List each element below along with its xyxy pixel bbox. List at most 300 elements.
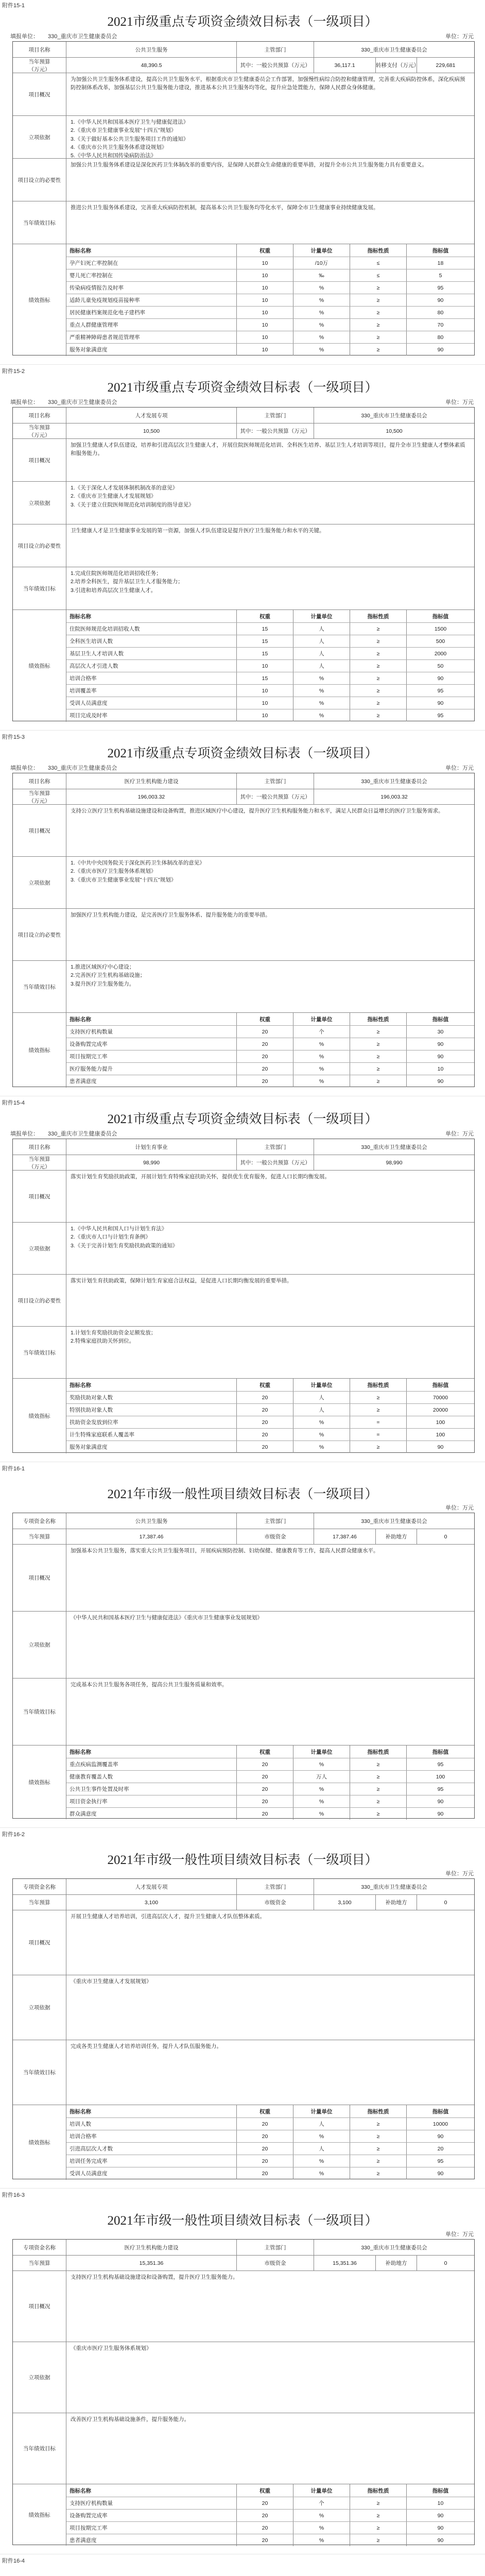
- indicator-block: [13, 2105, 474, 2180]
- row-text: 1.《中华人民共和国人口与计划生育法》 2.《重庆市人口与计划生育条例》 3.《关于完善计划生育奖励扶助政策的通知》: [71, 1226, 178, 1249]
- indicator-cell: 指标性质: [350, 2484, 406, 2497]
- indicator-cell: %: [293, 2155, 350, 2167]
- indicator-cell: 指标名称: [70, 1382, 91, 1388]
- indicator-cell: 指标值: [406, 2105, 474, 2117]
- row-text: 卫生健康人才是卫生健康事业发展的第一资源，加强人才队伍建设是提升医疗卫生服务能力和水平的关键。: [71, 528, 325, 534]
- form-title: 2021年市级一般性项目绩效目标表（一级项目）: [107, 2214, 378, 2228]
- row-text: 支持医疗卫生机构基础设施建设和设备购置，提升医疗卫生服务能力。: [71, 2274, 238, 2280]
- indicator-cell: 指标名称: [70, 2487, 91, 2494]
- attachment-label: 附件15-2: [2, 368, 25, 375]
- indicator-cell: %: [293, 1038, 350, 1050]
- org-line: [10, 764, 126, 772]
- row-cell: 330_重庆市卫生健康委员会: [314, 1513, 474, 1529]
- indicator-cell: ≤: [350, 269, 406, 281]
- table-row: [13, 73, 474, 115]
- row-label: 专项资金名称: [13, 1879, 66, 1894]
- indicator-cell: 20: [236, 1404, 293, 1416]
- indicator-cell: 指标值: [406, 1013, 474, 1025]
- row-label: 项目设立的必要性: [13, 159, 66, 201]
- indicator-header: [66, 1379, 474, 1391]
- indicator-header: [66, 1013, 474, 1025]
- row-label: 立项依据: [13, 1612, 66, 1678]
- row-cell: 人才发展专项: [135, 412, 168, 419]
- indicator-cell: ≥: [350, 2534, 406, 2546]
- org-value: 330_重庆市卫生健康委员会: [48, 1131, 117, 1137]
- org-line: [10, 32, 126, 40]
- indicator-cell: 培训合格率: [70, 675, 97, 682]
- indicator-cell: 计量单位: [293, 610, 350, 622]
- attachment-label: 附件16-2: [2, 1832, 25, 1838]
- row-text: 1.《中共中央国务院关于深化医药卫生体制改革的意见》 2.《重庆市医疗卫生服务体系规划》 3.《重庆市卫生健康事业发展"十四五"规划》: [71, 860, 205, 883]
- indicator-cell: 20: [236, 1783, 293, 1795]
- indicator-cell: 奖励扶助对象人数: [70, 1395, 113, 1401]
- performance-table: [12, 407, 475, 721]
- indicator-row: [66, 1770, 474, 1783]
- indicator-row: [66, 622, 474, 635]
- indicator-header: [66, 2105, 474, 2117]
- indicator-cell: 计量单位: [293, 2484, 350, 2497]
- indicator-cell: 人: [293, 1404, 350, 1416]
- indicator-cell: 人: [293, 660, 350, 672]
- indicator-cell: 计量单位: [293, 2105, 350, 2117]
- indicator-cell: 人: [293, 2143, 350, 2155]
- row-cell: 330_重庆市卫生健康委员会: [314, 42, 474, 57]
- indicator-cell: ≥: [350, 2510, 406, 2521]
- row-cell: 330_重庆市卫生健康委员会: [314, 408, 474, 423]
- indicator-cell: 计量单位: [293, 1013, 350, 1025]
- row-cell: 转移支付（万元）: [375, 58, 417, 73]
- indicator-cell: 20: [236, 1416, 293, 1428]
- indicator-cell: 80: [406, 331, 474, 343]
- org-value: 330_重庆市卫生健康委员会: [48, 399, 117, 405]
- indicator-cell: ‰: [293, 269, 350, 281]
- table-row: [13, 1222, 474, 1274]
- indicator-cell: ≥: [350, 648, 406, 659]
- performance-table: [12, 41, 475, 355]
- indicator-row: [66, 1758, 474, 1770]
- indicator-row: [66, 1783, 474, 1795]
- indicator-cell: ≥: [350, 1404, 406, 1416]
- row-cell: 其中：一般公共预算（万元）: [236, 789, 314, 804]
- row-cell: 医疗卫生机构能力建设: [124, 778, 179, 785]
- indicator-cell: 个: [293, 2497, 350, 2509]
- indicator-cell: %: [293, 1808, 350, 1820]
- indicator-block: [13, 609, 474, 722]
- indicator-cell: ≥: [350, 1783, 406, 1795]
- row-cell: 3,100: [144, 1899, 159, 1906]
- indicator-cell: 指标性质: [350, 1745, 406, 1758]
- org-line: [10, 1129, 126, 1138]
- indicator-cell: ≥: [350, 1441, 406, 1453]
- attachment-label: 附件15-3: [2, 734, 25, 740]
- row-cell: 10,500: [143, 428, 160, 434]
- table-row: [13, 1975, 474, 2040]
- indicator-cell: 孕产妇死亡率控制在: [70, 260, 118, 266]
- indicator-cell: 80: [406, 307, 474, 318]
- indicator-cell: 20: [236, 2143, 293, 2155]
- indicator-cell: %: [293, 685, 350, 697]
- indicator-cell: 90: [406, 1441, 474, 1453]
- indicator-cell: 指标名称: [70, 247, 91, 254]
- table-row: [13, 908, 474, 960]
- indicator-header: [66, 2484, 474, 2497]
- indicator-cell: ≥: [350, 672, 406, 684]
- indicator-cell: 扶助资金发放到位率: [70, 1419, 118, 1426]
- indicator-cell: 人: [293, 1392, 350, 1403]
- row-cell: 主管部门: [236, 408, 314, 423]
- row-label: 当年预算: [13, 2256, 66, 2270]
- form-section: [0, 732, 485, 1095]
- indicator-cell: 婴儿死亡率控制在: [70, 273, 113, 279]
- indicator-cell: ≥: [350, 635, 406, 647]
- row-label: 立项依据: [13, 1223, 66, 1274]
- indicator-cell: 90: [406, 2510, 474, 2521]
- indicator-cell: 权重: [236, 2484, 293, 2497]
- form-section: [0, 1829, 485, 2188]
- row-cell: 主管部门: [236, 2240, 314, 2255]
- indicator-row: [66, 257, 474, 269]
- indicator-row: [66, 318, 474, 331]
- section-divider: [0, 1827, 485, 1828]
- indicator-cell: 20: [236, 1063, 293, 1075]
- row-text: 1.《关于深化人才发展体制机制改革的意见》 2.《重庆市卫生健康人才发展规划》 3.《关于建立住院医师规范化培训制度的指导意见》: [71, 485, 194, 508]
- table-row: [13, 2255, 474, 2270]
- row-text: 改善医疗卫生机构基础设施条件，提升服务能力。: [71, 2416, 189, 2422]
- indicator-cell: 计量单位: [293, 1379, 350, 1391]
- indicator-cell: 权重: [236, 1013, 293, 1025]
- row-label: 项目概况: [13, 439, 66, 481]
- indicator-cell: 10: [236, 294, 293, 306]
- unit-label: 单位：万元: [445, 2231, 474, 2238]
- indicator-cell: 指标值: [406, 244, 474, 257]
- indicator-cell: 20: [236, 1429, 293, 1440]
- indicator-cell: 权重: [236, 2105, 293, 2117]
- indicator-row: [66, 2155, 474, 2167]
- table-row: [13, 1910, 474, 1975]
- indicator-cell: ≥: [350, 1063, 406, 1075]
- indicator-cell: %: [293, 2510, 350, 2521]
- indicator-cell: 10: [236, 282, 293, 294]
- indicator-cell: ≥: [350, 709, 406, 721]
- indicator-cell: 权重: [236, 244, 293, 257]
- attachment-label: 附件16-3: [2, 2192, 25, 2198]
- indicator-cell: 10: [236, 709, 293, 721]
- row-cell: 市级资金: [236, 1895, 314, 1910]
- indicator-cell: 20000: [406, 1404, 474, 1416]
- row-label: 项目名称: [13, 408, 66, 423]
- table-row: [13, 408, 474, 423]
- indicator-cell: 20: [236, 1392, 293, 1403]
- indicator-row: [66, 294, 474, 306]
- indicator-cell: 1500: [406, 623, 474, 635]
- indicator-row: [66, 2534, 474, 2546]
- row-cell: 36,117.1: [314, 58, 375, 73]
- indicator-cell: 培训合格率: [70, 2133, 97, 2140]
- row-cell: 公共卫生服务: [135, 46, 168, 53]
- indicator-cell: ≥: [350, 1392, 406, 1403]
- indicator-cell: 90: [406, 2534, 474, 2546]
- row-cell: 其中：一般公共预算（万元）: [236, 423, 314, 438]
- row-cell: 0: [417, 1895, 474, 1910]
- form-section: [0, 2555, 485, 2576]
- indicator-cell: 30: [406, 1026, 474, 1038]
- indicator-cell: %: [293, 1795, 350, 1807]
- indicator-cell: 指标性质: [350, 1379, 406, 1391]
- indicator-cell: 设备购置完成率: [70, 1041, 108, 1047]
- org-label: 填报单位：: [10, 33, 39, 40]
- row-cell: 10,500: [314, 423, 474, 438]
- indicator-cell: 计量单位: [293, 1745, 350, 1758]
- row-text: 加强基本公共卫生服务，落实重大公共卫生服务项目，开展疾病预防控制、妇幼保健、健康教育等工作，提高人民群众健康水平。: [71, 1548, 379, 1554]
- row-cell: 补助地方: [375, 1895, 417, 1910]
- indicator-cell: ≥: [350, 1038, 406, 1050]
- indicator-cell: %: [293, 282, 350, 294]
- org-label: 填报单位：: [10, 1131, 39, 1137]
- row-label: 立项依据: [13, 2342, 66, 2413]
- indicator-cell: 20: [236, 2167, 293, 2179]
- unit-label: 单位：万元: [445, 33, 474, 40]
- row-text: 1.《中华人民共和国基本医疗卫生与健康促进法》 2.《重庆市卫生健康事业发展"十四五"规划》 3.《关于做好基本公共卫生服务项目工作的通知》 4.《重庆市公共卫生服务体系建设规划》 5.《中华人民共和国传染病防治法》: [71, 119, 189, 158]
- row-cell: 15,351.36: [139, 2260, 164, 2266]
- indicator-cell: 20: [236, 2118, 293, 2130]
- indicator-row: [66, 343, 474, 355]
- indicator-cell: 20: [236, 1050, 293, 1062]
- indicator-cell: ≥: [350, 307, 406, 318]
- table-row: [13, 960, 474, 1012]
- indicator-cell: 培训覆盖率: [70, 688, 97, 694]
- row-label: 立项依据: [13, 857, 66, 908]
- row-text: 完成各类卫生健康人才培养培训任务，提升人才队伍服务能力。: [71, 2043, 222, 2049]
- indicator-cell: %: [293, 1441, 350, 1453]
- indicator-cell: %: [293, 1063, 350, 1075]
- row-cell: 公共卫生服务: [135, 1518, 168, 1524]
- row-label: 项目设立的必要性: [13, 1275, 66, 1326]
- indicator-cell: ≥: [350, 294, 406, 306]
- row-label: 当年绩效目标: [13, 2413, 66, 2484]
- row-cell: 人才发展专项: [135, 1884, 168, 1890]
- table-row: [13, 1678, 474, 1745]
- indicator-block: [13, 1745, 474, 1819]
- indicator-cell: 项目完成及时率: [70, 713, 108, 719]
- indicator-cell: 10: [236, 685, 293, 697]
- indicator-cell: %: [293, 1050, 350, 1062]
- indicator-row: [66, 672, 474, 684]
- indicator-row: [66, 709, 474, 721]
- indicator-cell: 服务对象满意度: [70, 347, 108, 353]
- row-label: 项目概况: [13, 1910, 66, 1975]
- indicator-cell: 95: [406, 1783, 474, 1795]
- table-row: [13, 115, 474, 158]
- table-row: [13, 1170, 474, 1222]
- indicator-cell: 20: [236, 2510, 293, 2521]
- form-section: [0, 366, 485, 730]
- row-text: 加强卫生健康人才队伍建设，培养和引进高层次卫生健康人才，开展住院医师规范化培训、全科医生培养、基层卫生人才培训等项目，提升全市卫生健康人才整体素质和服务能力。: [71, 442, 465, 457]
- row-cell: 48,390.5: [141, 62, 162, 69]
- indicator-row: [66, 1391, 474, 1403]
- indicator-cell: %: [293, 2522, 350, 2534]
- indicator-cell: %: [293, 709, 350, 721]
- table-row: [13, 481, 474, 524]
- row-cell: 市级资金: [236, 2256, 314, 2270]
- indicator-cell: 20: [236, 2522, 293, 2534]
- indicator-header: [66, 244, 474, 257]
- row-text: 《中华人民共和国基本医疗卫生与健康促进法》《重庆市卫生健康事业发展规划》: [71, 1615, 263, 1621]
- indicator-row: [66, 1807, 474, 1820]
- form-section: [0, 0, 485, 364]
- indicator-cell: %: [293, 1758, 350, 1770]
- row-cell: 计划生育事业: [135, 1144, 168, 1150]
- indicator-cell: 10: [236, 697, 293, 709]
- indicator-cell: 90: [406, 1038, 474, 1050]
- indicator-cell: 90: [406, 1795, 474, 1807]
- unit-label: 单位：万元: [445, 765, 474, 771]
- table-row: [13, 2413, 474, 2484]
- form-title: 2021年市级一般性项目绩效目标表（一级项目）: [107, 1853, 378, 1867]
- row-label: 项目概况: [13, 1545, 66, 1611]
- row-label: 当年预算: [13, 1895, 66, 1910]
- row-cell: 330_重庆市卫生健康委员会: [314, 1879, 474, 1894]
- table-row: [13, 1529, 474, 1544]
- indicator-cell: %: [293, 307, 350, 318]
- row-label: 当年绩效目标: [13, 567, 66, 609]
- table-row: [13, 1513, 474, 1529]
- row-text: 《重庆市医疗卫生服务体系规划》: [71, 2345, 152, 2351]
- indicator-row: [66, 1025, 474, 1038]
- indicator-header: [66, 610, 474, 622]
- indicator-cell: 90: [406, 2167, 474, 2179]
- indicator-row: [66, 659, 474, 672]
- indicator-cell: 个: [293, 1026, 350, 1038]
- row-label: 项目概况: [13, 2271, 66, 2342]
- indicator-row: [66, 684, 474, 697]
- row-text: 加强医疗卫生机构能力建设，是完善医疗卫生服务体系、提升服务能力的重要举措。: [71, 912, 271, 918]
- row-label: 项目设立的必要性: [13, 909, 66, 960]
- indicator-cell: 指标值: [406, 1745, 474, 1758]
- indicator-row: [66, 1416, 474, 1428]
- indicator-cell: ≤: [350, 257, 406, 269]
- indicator-cell: 15: [236, 635, 293, 647]
- row-cell: 主管部门: [236, 42, 314, 57]
- row-label: 项目概况: [13, 1171, 66, 1222]
- indicator-cell: 95: [406, 685, 474, 697]
- indicator-cell: ≥: [350, 2497, 406, 2509]
- indicator-cell: 支持医疗机构数量: [70, 1029, 113, 1035]
- indicator-row: [66, 1440, 474, 1453]
- indicator-cell: 70000: [406, 1392, 474, 1403]
- indicator-cell: 高层次人才引进人数: [70, 663, 118, 669]
- indicator-row: [66, 2130, 474, 2142]
- row-text: 落实计划生育奖励扶助政策，开展计划生育特殊家庭扶助关怀，提供优生优育服务，促进人口长期均衡发展。: [71, 1174, 330, 1180]
- performance-table: [12, 773, 475, 1087]
- indicator-cell: 10: [236, 269, 293, 281]
- indicator-cell: 患者满意度: [70, 2537, 97, 2544]
- form-title: 2021市级重点专项资金绩效目标表（一级项目）: [107, 15, 378, 29]
- row-label: 立项依据: [13, 482, 66, 524]
- performance-table: [12, 1878, 475, 2179]
- unit-label: 单位：万元: [445, 1131, 474, 1137]
- indicator-cell: 10: [236, 319, 293, 331]
- indicator-row: [66, 331, 474, 343]
- row-label: 当年预算 （万元）: [13, 423, 66, 438]
- table-row: [13, 1139, 474, 1155]
- section-divider: [0, 2188, 485, 2189]
- indicator-cell: %: [293, 294, 350, 306]
- org-value: 330_重庆市卫生健康委员会: [48, 765, 117, 771]
- indicator-cell: 居民健康档案规范化电子建档率: [70, 310, 145, 316]
- row-label: 当年绩效目标: [13, 1327, 66, 1378]
- row-cell: 196,003.32: [137, 793, 165, 800]
- row-text: 开展卫生健康人才培养培训，引进高层次人才，提升卫生健康人才队伍整体素质。: [71, 1913, 265, 1920]
- indicator-cell: ≥: [350, 2167, 406, 2179]
- indicator-cell: 10: [236, 344, 293, 355]
- indicator-cell: 指标值: [406, 1379, 474, 1391]
- indicator-cell: 重点人群健康管理率: [70, 322, 118, 328]
- row-text: 完成基本公共卫生服务各项任务，提高公共卫生服务质量和效率。: [71, 1682, 228, 1688]
- row-label: 当年绩效目标: [13, 1679, 66, 1745]
- row-cell: 330_重庆市卫生健康委员会: [314, 2240, 474, 2255]
- row-text: 1.计划生育奖励扶助资金足额发放； 2.特殊家庭扶助关怀到位。: [71, 1330, 157, 1345]
- form-section: [0, 1097, 485, 1461]
- indicator-cell: %: [293, 1429, 350, 1440]
- indicator-row: [66, 2142, 474, 2155]
- row-label: 当年绩效目标: [13, 961, 66, 1012]
- indicator-label: 绩效指标: [13, 1013, 66, 1088]
- form-title: 2021市级重点专项资金绩效目标表（一级项目）: [107, 1112, 378, 1126]
- row-cell: 补助地方: [375, 1529, 417, 1544]
- indicator-cell: 15: [236, 648, 293, 659]
- indicator-cell: 20: [406, 2143, 474, 2155]
- indicator-cell: 90: [406, 697, 474, 709]
- indicator-cell: 培训人数: [70, 2121, 91, 2127]
- indicator-cell: 严重精神障碍患者规范管理率: [70, 334, 140, 341]
- row-label: 当年预算: [13, 1529, 66, 1544]
- indicator-cell: 项目按期完工率: [70, 2525, 108, 2531]
- indicator-cell: ≥: [350, 2118, 406, 2130]
- table-row: [13, 1894, 474, 1910]
- form-title: 2021年市级一般性项目绩效目标表（一级项目）: [107, 1487, 378, 1501]
- indicator-row: [66, 2167, 474, 2179]
- indicator-row: [66, 2117, 474, 2130]
- indicator-cell: 指标值: [406, 2484, 474, 2497]
- indicator-cell: 指标名称: [70, 613, 91, 620]
- indicator-row: [66, 1403, 474, 1416]
- indicator-cell: 适龄儿童免疫规划疫苗接种率: [70, 297, 140, 303]
- indicator-cell: %: [293, 331, 350, 343]
- indicator-cell: 90: [406, 1050, 474, 1062]
- indicator-cell: ≥: [350, 1075, 406, 1087]
- indicator-cell: ≥: [350, 623, 406, 635]
- indicator-cell: 指标名称: [70, 2108, 91, 2115]
- unit-label: 单位：万元: [445, 1871, 474, 1877]
- row-cell: 98,990: [314, 1155, 474, 1170]
- indicator-row: [66, 1050, 474, 1062]
- row-cell: 主管部门: [236, 1513, 314, 1529]
- indicator-cell: /10万: [293, 257, 350, 269]
- indicator-row: [66, 281, 474, 294]
- indicator-cell: 全科医生培训人数: [70, 638, 113, 645]
- row-label: 项目名称: [13, 773, 66, 789]
- indicator-cell: 20: [236, 2130, 293, 2142]
- indicator-cell: 90: [406, 344, 474, 355]
- row-cell: 98,990: [143, 1159, 160, 1166]
- table-row: [13, 1155, 474, 1170]
- indicator-cell: 70: [406, 319, 474, 331]
- row-cell: 17,387.46: [314, 1529, 375, 1544]
- row-label: 项目概况: [13, 805, 66, 856]
- row-text: 《重庆市卫生健康人才发展规划》: [71, 1978, 152, 1985]
- section-divider: [0, 364, 485, 365]
- row-cell: 0: [417, 1529, 474, 1544]
